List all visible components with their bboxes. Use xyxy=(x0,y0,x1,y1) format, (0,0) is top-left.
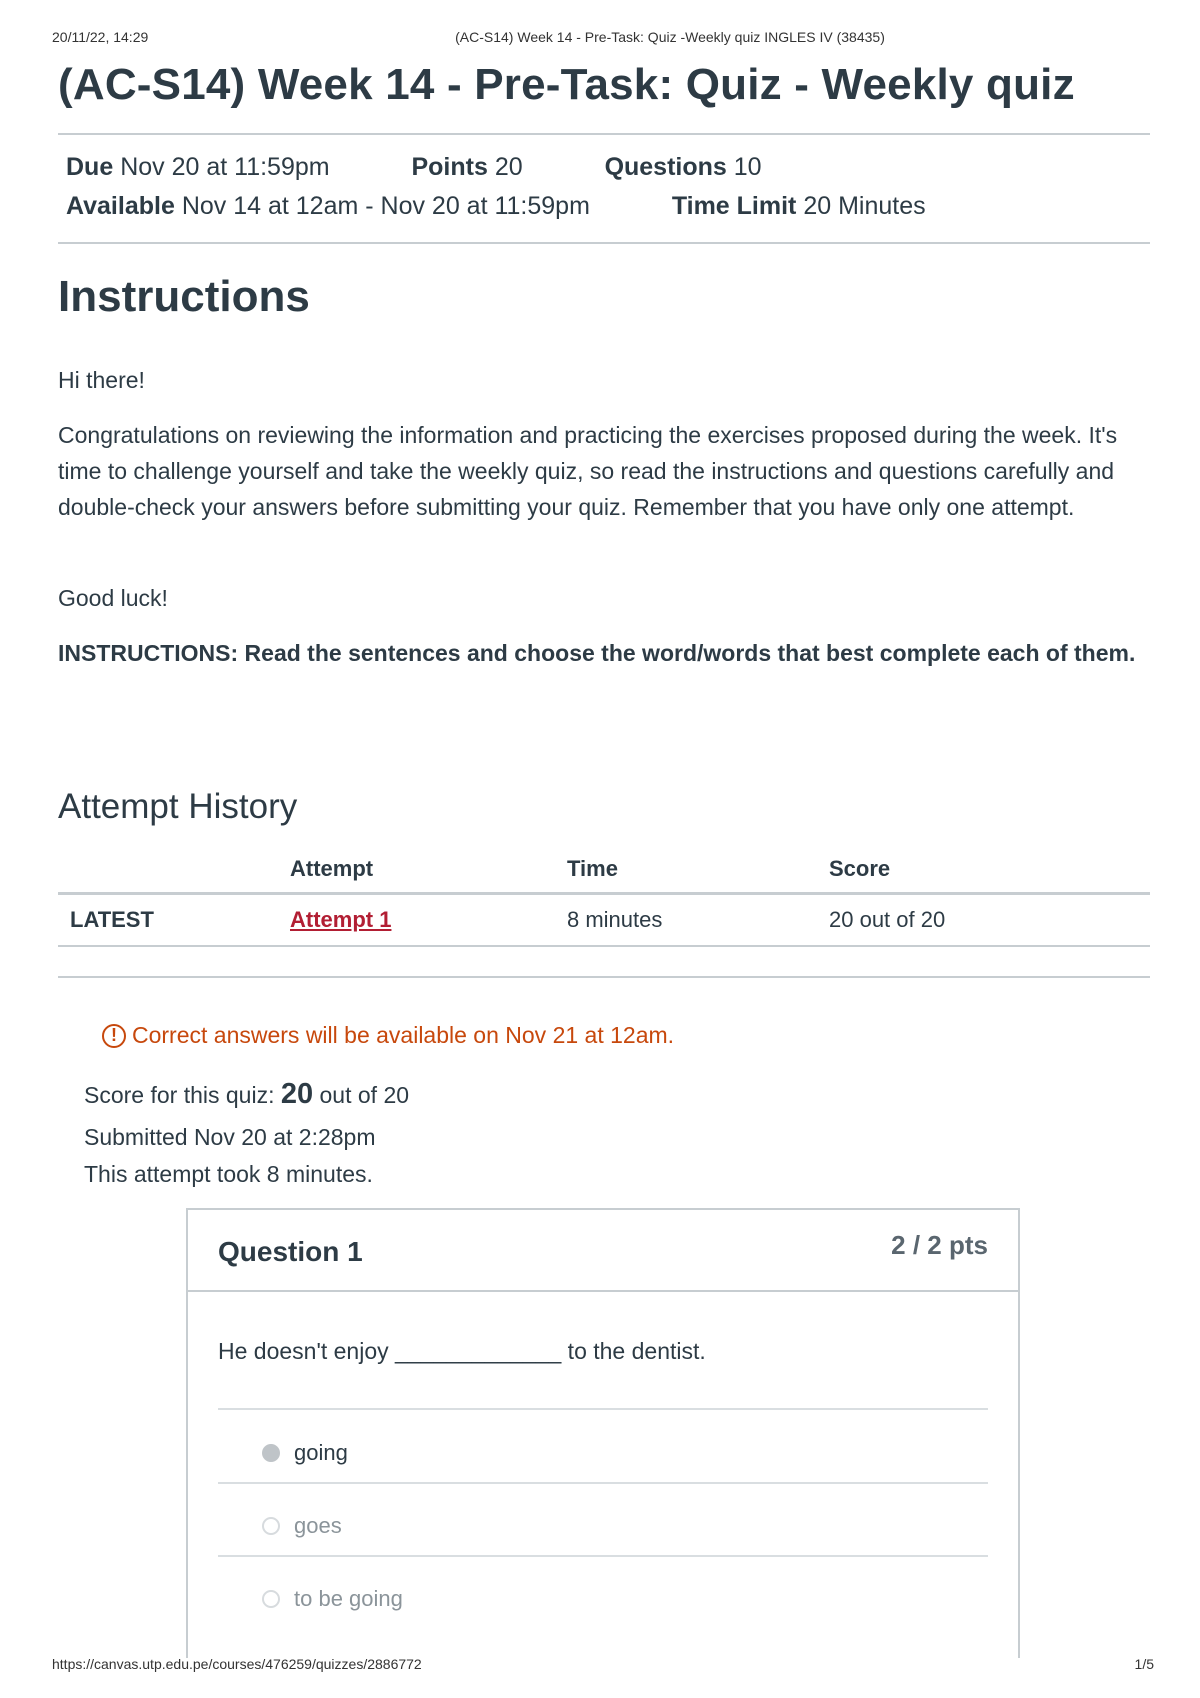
instructions-heading: Instructions xyxy=(58,272,310,321)
available-label: Available xyxy=(66,192,175,220)
divider xyxy=(58,242,1150,244)
due-label: Due xyxy=(66,153,114,181)
quiz-details-row-2 xyxy=(66,192,926,221)
time-limit-value: 20 Minutes xyxy=(803,192,926,220)
print-datetime: 20/11/22, 14:29 xyxy=(52,29,149,45)
question-card xyxy=(186,1208,1020,1658)
question-points: 2 / 2 pts xyxy=(891,1230,988,1260)
divider xyxy=(58,976,1150,978)
quiz-title: (AC-S14) Week 14 - Pre-Task: Quiz - Weekly quiz xyxy=(58,60,1075,109)
attempt-history-table xyxy=(58,848,1150,947)
questions-label: Questions xyxy=(604,153,727,181)
available-value: Nov 14 at 12am - Nov 20 at 11:59pm xyxy=(181,192,590,220)
print-page-number: 1/5 xyxy=(1134,1656,1154,1672)
good-luck-text: Good luck! xyxy=(58,585,168,611)
print-page-title: (AC-S14) Week 14 - Pre-Task: Quiz -Weekly quiz INGLES IV (38435) xyxy=(455,29,885,45)
radio-selected-icon[interactable] xyxy=(262,1444,280,1462)
quiz-score-line xyxy=(84,1078,409,1111)
submitted-text: Submitted Nov 20 at 2:28pm xyxy=(84,1124,376,1150)
answer-divider xyxy=(218,1555,988,1557)
answers-availability-notice xyxy=(102,1022,674,1049)
answer-label: going xyxy=(294,1440,348,1465)
question-text: He doesn't enjoy _____________ to the dentist. xyxy=(218,1338,706,1364)
table-row xyxy=(58,894,1150,947)
answer-option[interactable] xyxy=(262,1513,342,1539)
due-value: Nov 20 at 11:59pm xyxy=(120,153,330,181)
attempt-history-heading: Attempt History xyxy=(58,787,298,826)
column-header-score: Score xyxy=(829,848,1150,894)
answer-label: to be going xyxy=(294,1586,403,1611)
attempt-cell xyxy=(290,894,567,947)
question-title: Question 1 xyxy=(218,1236,363,1267)
score-cell: 20 out of 20 xyxy=(829,894,1150,947)
answer-label: goes xyxy=(294,1513,342,1538)
score-value: 20 xyxy=(280,1078,314,1110)
instructions-directive: INSTRUCTIONS: Read the sentences and choose the word/words that best complete each of them. xyxy=(58,640,1136,666)
points-label: Points xyxy=(411,153,488,181)
points-value: 20 xyxy=(494,153,523,181)
latest-tag: LATEST xyxy=(58,894,290,947)
time-cell: 8 minutes xyxy=(567,894,829,947)
answer-divider xyxy=(218,1482,988,1484)
score-suffix: out of 20 xyxy=(319,1082,410,1108)
table-header-row xyxy=(58,848,1150,894)
time-limit-label: Time Limit xyxy=(671,192,797,220)
attempt-duration-text: This attempt took 8 minutes. xyxy=(84,1161,373,1187)
score-prefix: Score for this quiz: xyxy=(84,1082,275,1108)
attempt-link[interactable]: Attempt 1 xyxy=(290,907,392,932)
instructions-body: Congratulations on reviewing the information and practicing the exercises proposed during the week. It's time to challenge yourself and take the weekly quiz, so read the instructions and questions carefully and double-check your answers before submitting your quiz. Remember that you have only one attempt. xyxy=(58,422,1118,520)
question-header xyxy=(188,1210,1018,1292)
answer-divider xyxy=(218,1408,988,1410)
warning-icon: ! xyxy=(102,1024,126,1048)
column-header-time: Time xyxy=(567,848,829,894)
radio-icon[interactable] xyxy=(262,1590,280,1608)
print-url: https://canvas.utp.edu.pe/courses/476259/quizzes/2886772 xyxy=(52,1656,422,1672)
greeting-text: Hi there! xyxy=(58,367,145,393)
column-header xyxy=(58,848,290,894)
answer-option[interactable] xyxy=(262,1440,348,1466)
divider xyxy=(58,133,1150,135)
answer-option[interactable] xyxy=(262,1586,403,1612)
column-header-attempt: Attempt xyxy=(290,848,567,894)
radio-icon[interactable] xyxy=(262,1517,280,1535)
notice-text: Correct answers will be available on Nov 21 at 12am. xyxy=(132,1022,675,1048)
questions-value: 10 xyxy=(733,153,762,181)
quiz-details-row-1 xyxy=(66,153,762,182)
